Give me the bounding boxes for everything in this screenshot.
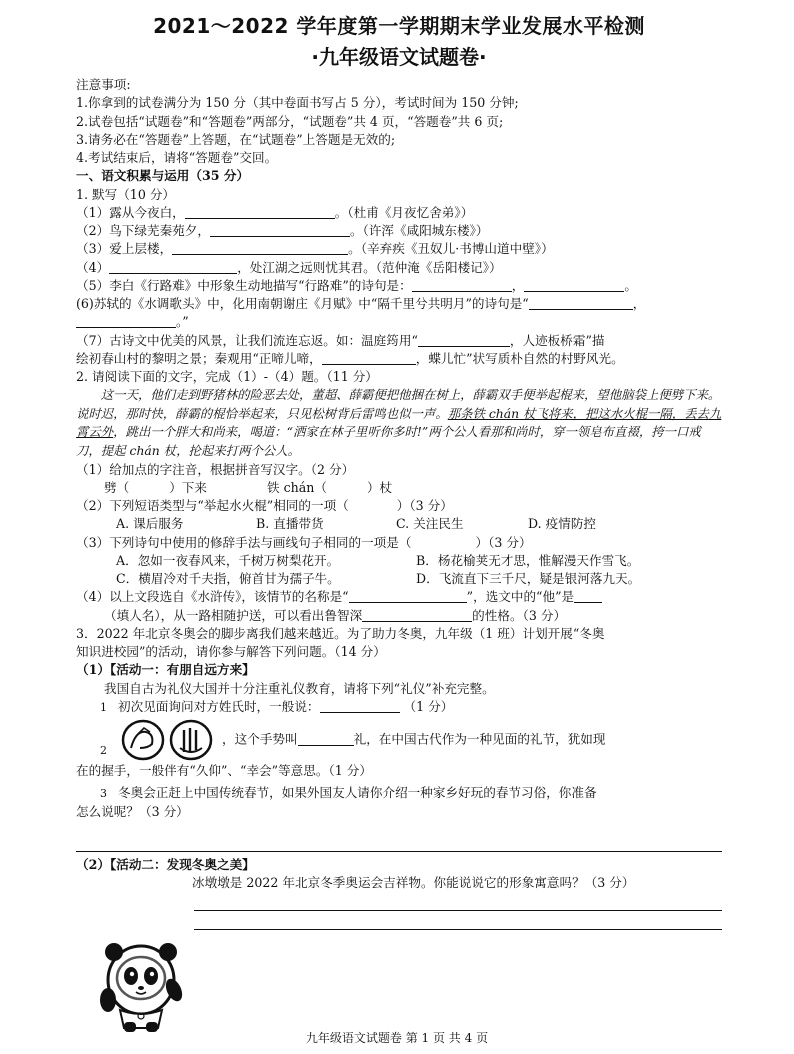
answer-blank[interactable]: [529, 297, 633, 310]
answer-line[interactable]: [194, 911, 722, 930]
sub-question: [76, 497, 722, 515]
answer-blank[interactable]: [185, 206, 335, 219]
answer-blank[interactable]: [524, 279, 624, 292]
dictation-prompt: （5）李白《行路难》中形象生动地描写“行路难”的诗句是：: [76, 277, 412, 293]
dictation-prompt: （3）爱上层楼，: [76, 241, 173, 257]
activity-question: 冰墩墩是 2022 年北京冬季奥运会吉祥物。你能说说它的形象寓意吗？（3 分）: [192, 875, 635, 891]
options-row: [76, 552, 722, 570]
option-a[interactable]: A. 课后服务: [116, 516, 184, 532]
etiquette-item-2: [76, 718, 722, 762]
question-title: 1. 默写（10 分）: [76, 186, 176, 202]
pinyin-line: [76, 479, 722, 497]
answer-blank[interactable]: [320, 700, 400, 713]
answer-blank[interactable]: [349, 590, 467, 603]
sub-question: [76, 534, 722, 552]
answer-blank[interactable]: [362, 609, 472, 622]
dictation-line-3: [76, 240, 722, 258]
sub-question: [76, 588, 722, 606]
question-text: （3）下列诗句中使用的修辞手法与画线句子相同的一项是（: [76, 534, 412, 550]
question-text: 的性格。（3 分）: [472, 607, 567, 623]
notice-block: [76, 76, 722, 167]
option-c[interactable]: C. 关注民生: [396, 516, 464, 532]
question-text: ）（3 分）: [475, 534, 532, 550]
options-row: [76, 515, 722, 533]
question-text: （2）下列短语类型与“举起水火棍”相同的一项（: [76, 498, 349, 514]
question-intro: 知识进校园”的活动，请你参与解答下列问题。（14 分）: [76, 644, 386, 660]
dictation-prompt: 绘初春山村的黎明之景；秦观用“正啼儿啼，: [76, 350, 322, 366]
punct: 。”: [176, 314, 189, 330]
dictation-prompt: (6)苏轼的《水调歌头》中，化用南朝谢庄《月赋》中“隔千里兮共明月”的诗句是“: [76, 296, 529, 311]
section-title: 一、语文积累与运用（35 分）: [76, 168, 250, 184]
answer-blank[interactable]: [298, 733, 354, 746]
reading-passage: [76, 386, 722, 460]
option-a[interactable]: A．忽如一夜春风来，千树万树梨花开。: [116, 552, 340, 568]
dictation-line-1: [76, 204, 722, 222]
exam-subtitle: ·九年级语文试题卷·: [311, 45, 487, 69]
notice-heading: 注意事项:: [76, 77, 131, 92]
item-score: （1 分）: [403, 698, 454, 714]
dictation-line-5: [76, 277, 722, 295]
notice-item: 2.试卷包括“试题卷”和“答题卷”两部分，“试题卷”共 4 页，“答题卷”共 6 页;: [76, 113, 504, 129]
passage-text: 这一天，他们走到野猪林的险恶去处，董超、薛霸便把他捆在树上，薛霸双手便举起棍来，望他脑袋上便劈下来。说时迟，那时快，薛霸的棍恰举起来，只见松树背后雷鸣也似一声。: [76, 387, 721, 421]
dictation-line-7: [76, 332, 722, 350]
pinyin-prompt: ）杖: [366, 479, 393, 495]
answer-line[interactable]: [76, 833, 722, 852]
dictation-prompt: （7）古诗文中优美的风景，让我们流连忘返。如：温庭筠用“: [76, 332, 418, 348]
question-intro: 3．2022 年北京冬奥会的脚步离我们越来越近。为了助力冬奥，九年级（1 班）计划开展“冬奥: [76, 625, 605, 641]
notice-item: 4.考试结束后，请将“答题卷”交回。: [76, 150, 278, 165]
passage-text: ，跳出一个胖大和尚来，喝道：“洒家在林子里听你多时!”两个公人看那和尚时，穿一领皂布直裰，挎一口戒刀，提起 chán 杖，抡起来打两个公人。: [76, 424, 701, 459]
dictation-prompt: （4）: [76, 259, 110, 275]
activity-intro: 我国自古为礼仪大国并十分注重礼仪教育，请将下列“礼仪”补充完整。: [104, 680, 495, 696]
question-text: （填人名），从一路相随护送，可以看出鲁智深: [104, 607, 363, 623]
item-text: 冬奥会正赶上中国传统春节，如果外国友人请你介绍一种家乡好玩的春节习俗，你准备: [118, 785, 597, 801]
etiquette-item-3-cont: 怎么说呢？（3 分）: [76, 803, 189, 819]
notice-item: 1.你拿到的试卷满分为 150 分（其中卷面书写占 5 分），考试时间为 150 分钟;: [76, 95, 519, 111]
item-text: 初次见面询问对方姓氏时，一般说：: [118, 698, 320, 714]
page-footer: 九年级语文试题卷 第 1 页 共 4 页: [305, 1031, 489, 1045]
dictation-line-4: [76, 259, 722, 277]
sub-question: （1）给加点的字注音，根据拼音写汉字。（2 分）: [76, 461, 355, 477]
answer-blank[interactable]: [412, 279, 512, 292]
option-b[interactable]: B．杨花榆荚无才思，惟解漫天作雪飞。: [416, 552, 640, 568]
underlined-sentence: 那条铁 chán 杖飞将来，把这水火棍一隔，丢去九霄云外: [76, 405, 722, 440]
answer-blank[interactable]: [574, 590, 602, 603]
dictation-line-2: [76, 222, 722, 240]
question-title: 2. 请阅读下面的文字，完成（1）-（4）题。（11 分）: [76, 369, 378, 384]
option-d[interactable]: D．飞流直下三千尺，疑是银河落九天。: [416, 571, 641, 587]
dictation-source: ，处江湖之远则忧其君。（范仲淹《岳阳楼记》）: [237, 259, 502, 275]
answer-blank[interactable]: [172, 242, 348, 255]
item-text: 礼，在中国古代作为一种见面的礼节，犹如现: [353, 731, 606, 747]
item-number: 3: [100, 787, 107, 801]
item-number: 1: [100, 700, 107, 714]
question-text: ）（3 分）: [396, 498, 453, 514]
punct: ，: [511, 277, 525, 293]
sub-question-cont: [76, 607, 722, 625]
question-text: （4）以上文段选自《水浒传》，该情节的名称是“: [76, 589, 349, 605]
option-d[interactable]: D. 疫情防控: [528, 516, 597, 532]
exam-title: 2021～2022 学年度第一学期期末学业发展水平检测: [153, 14, 645, 38]
dictation-source: 。（杜甫《月夜忆舍弟》）: [334, 204, 474, 220]
activity-title: （2）【活动二：发现冬奥之美】: [76, 856, 255, 872]
item-text: ，这个手势叫: [222, 731, 298, 747]
etiquette-item-3: [76, 784, 722, 802]
answer-blank[interactable]: [210, 224, 350, 237]
etiquette-item-2-cont: 在的握手，一般伴有“久仰”、“幸会”等意思。（1 分）: [76, 763, 372, 779]
answer-blank[interactable]: [322, 352, 416, 365]
dictation-prompt: ，人迹板桥霜”描: [509, 332, 605, 348]
punct: ，: [632, 296, 646, 311]
dictation-prompt: （2）鸟下绿芜秦苑夕，: [76, 223, 210, 238]
pinyin-prompt: ）下来: [169, 479, 207, 495]
dictation-prompt: （1）露从今夜白，: [76, 204, 185, 220]
activity-title: （1）【活动一：有朋自远方来】: [76, 662, 255, 678]
answer-blank[interactable]: [418, 334, 510, 347]
cupped-hands-salute-icon: [118, 718, 218, 762]
question-text: ”，选文中的“他”是: [466, 589, 575, 605]
dictation-line-6b: [76, 313, 722, 331]
answer-line[interactable]: [194, 892, 722, 911]
bing-dwen-dwen-mascot-icon: [98, 936, 184, 1034]
dictation-source: 。（许浑《咸阳城东楼》）: [349, 223, 489, 238]
option-b[interactable]: B. 直播带货: [256, 516, 324, 532]
option-c[interactable]: C．横眉冷对千夫指，俯首甘为孺子牛。: [116, 571, 340, 587]
answer-blank[interactable]: [76, 315, 176, 328]
notice-item: 3.请务必在“答题卷”上答题，在“试题卷”上答题是无效的;: [76, 131, 396, 147]
item-number: 2: [100, 743, 107, 757]
dictation-line-6: [76, 295, 722, 313]
options-row: [76, 570, 722, 588]
etiquette-item-1: [76, 698, 722, 716]
dictation-source: 。（辛弃疾《丑奴儿·书博山道中壁》）: [348, 241, 554, 257]
dictation-line-7b: [76, 350, 722, 368]
dictation-prompt: ，蝶儿忙”状写质朴自然的村野风光。: [415, 350, 624, 366]
pinyin-prompt: 劈（: [104, 479, 130, 495]
pinyin-prompt: 铁 chán（: [266, 479, 327, 495]
answer-blank[interactable]: [109, 261, 237, 274]
punct: 。: [624, 277, 637, 293]
